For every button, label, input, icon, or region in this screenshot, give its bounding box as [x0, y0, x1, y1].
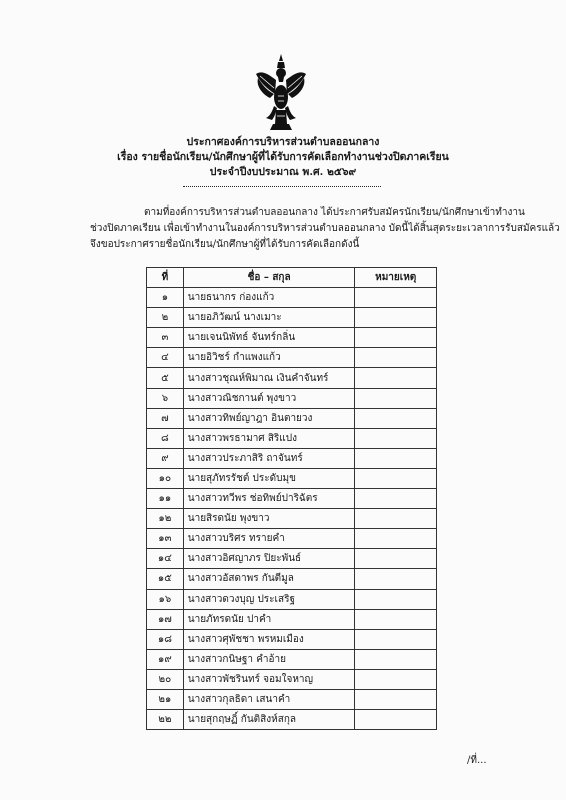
row-note [355, 549, 437, 569]
table-row [147, 368, 437, 388]
row-note [355, 589, 437, 609]
table-row [147, 509, 437, 529]
student-name: นายสุกฤษฏิ์ กันติสิงห์สกุล [183, 710, 355, 730]
row-number: ๑๒ [147, 509, 184, 529]
student-name: นายอภิวัฒน์ นางเมาะ [183, 308, 355, 328]
table-row [147, 448, 437, 468]
body-line-3: จึงขอประกาศรายชื่อนักเรียน/นักศึกษาผู้ที่ได้รับการคัดเลือกดังนี้ [90, 239, 360, 250]
row-note [355, 669, 437, 689]
row-note [355, 569, 437, 589]
row-note [355, 629, 437, 649]
student-name: นายสุภัทรรัชต์ ประดับมุข [183, 468, 355, 488]
row-number: ๑๘ [147, 629, 184, 649]
row-note [355, 609, 437, 629]
table-row [147, 589, 437, 609]
student-name: นางสาวพัชรินทร์ จอมใจหาญ [183, 669, 355, 689]
table-row [147, 669, 437, 689]
table-row [147, 609, 437, 629]
row-note [355, 408, 437, 428]
student-name: นางสาวศุพัชชา พรหมเมือง [183, 629, 355, 649]
announcement-header [0, 135, 566, 180]
student-name: นางสาวณิชกานต์ พุงขาว [183, 388, 355, 408]
row-number: ๖ [147, 388, 184, 408]
row-number: ๑๕ [147, 569, 184, 589]
student-name: นางสาวกนิษฐา คำอ้าย [183, 649, 355, 669]
row-number: ๒๒ [147, 710, 184, 730]
student-name: นางสาวชุณห์พิมาณ เงินคำจันทร์ [183, 368, 355, 388]
student-name: นางสาวประภาสิริ ถาจันทร์ [183, 448, 355, 468]
body-paragraph [90, 205, 560, 253]
row-number: ๑๓ [147, 529, 184, 549]
body-line-1: ตามที่องค์การบริหารส่วนตำบลออนกลาง ได้ประกาศรับสมัครนักเรียน/นักศึกษาเข้าทำงาน [144, 207, 525, 218]
table-row [147, 388, 437, 408]
row-number: ๑๙ [147, 649, 184, 669]
student-name: นายธนากร ก่องแก้ว [183, 288, 355, 308]
page-continued-marker: /ที่... [467, 755, 487, 766]
row-note [355, 489, 437, 509]
row-note [355, 388, 437, 408]
column-header-name: ชื่อ – สกุล [183, 268, 355, 288]
header-divider [183, 186, 381, 187]
table-row [147, 308, 437, 328]
row-number: ๒๐ [147, 669, 184, 689]
student-name: นางสาวทวีพร ช่อทิพย์ปาริฉัตร [183, 489, 355, 509]
table-header-row [147, 268, 437, 288]
row-note [355, 468, 437, 488]
row-note [355, 428, 437, 448]
table-row [147, 649, 437, 669]
table-row [147, 468, 437, 488]
row-number: ๑๑ [147, 489, 184, 509]
row-note [355, 710, 437, 730]
student-name: นางสาวดวงบุญ ประเสริฐ [183, 589, 355, 609]
row-number: ๒๑ [147, 689, 184, 709]
table-row [147, 689, 437, 709]
student-name: นายอิวิชร์ กำแพงแก้ว [183, 348, 355, 368]
announcement-fiscal-year: ประจำปีงบประมาณ พ.ศ. ๒๕๖๙ [209, 166, 357, 178]
row-number: ๑ [147, 288, 184, 308]
row-note [355, 448, 437, 468]
row-number: ๑๖ [147, 589, 184, 609]
row-note [355, 689, 437, 709]
table-row [147, 569, 437, 589]
student-name: นายภัทรดนัย ปาคำ [183, 609, 355, 629]
row-number: ๕ [147, 368, 184, 388]
row-note [355, 509, 437, 529]
table-row [147, 288, 437, 308]
row-note [355, 288, 437, 308]
student-name: นางสาวอัสดาพร กันตีมูล [183, 569, 355, 589]
body-line-2: ช่วงปิดภาคเรียน เพื่อเข้าทำงานในองค์การบริหารส่วนตำบลออนกลาง บัดนี้ได้สิ้นสุดระยะเวลาการรับสมัครแล้ว [90, 223, 560, 234]
row-number: ๑๐ [147, 468, 184, 488]
announcement-title: ประกาศองค์การบริหารส่วนตำบลออนกลาง [186, 136, 380, 148]
garuda-emblem-icon [254, 52, 308, 132]
row-note [355, 368, 437, 388]
student-name: นายเจนนิพัทธ์ จันทร์กลิ่น [183, 328, 355, 348]
student-name: นางสาวบริศร ทรายคำ [183, 529, 355, 549]
row-number: ๓ [147, 328, 184, 348]
row-number: ๙ [147, 448, 184, 468]
row-note [355, 328, 437, 348]
announcement-subject: เรื่อง รายชื่อนักเรียน/นักศึกษาผู้ที่ได้รับการคัดเลือกทำงานช่วงปิดภาคเรียน [117, 151, 449, 163]
row-number: ๑๔ [147, 549, 184, 569]
student-name: นางสาวทิพย์ญาฎา อินตายวง [183, 408, 355, 428]
row-note [355, 649, 437, 669]
student-name: นางสาวอิศญาภร ปิยะพันธ์ [183, 549, 355, 569]
column-header-no: ที่ [147, 268, 184, 288]
table-row [147, 529, 437, 549]
table-row [147, 348, 437, 368]
table-row [147, 328, 437, 348]
table-row [147, 489, 437, 509]
row-number: ๘ [147, 428, 184, 448]
table-row [147, 710, 437, 730]
student-name: นางสาวพรธามาศ สิริแปง [183, 428, 355, 448]
table-row [147, 629, 437, 649]
table-row [147, 428, 437, 448]
row-number: ๑๗ [147, 609, 184, 629]
row-note [355, 348, 437, 368]
student-name: นายสิรดนัย พุงขาว [183, 509, 355, 529]
selected-students-table [146, 267, 437, 730]
row-note [355, 308, 437, 328]
column-header-note: หมายเหตุ [355, 268, 437, 288]
row-number: ๔ [147, 348, 184, 368]
table-row [147, 408, 437, 428]
student-name: นางสาวกุลธิดา เสนาคำ [183, 689, 355, 709]
row-number: ๗ [147, 408, 184, 428]
row-number: ๒ [147, 308, 184, 328]
table-row [147, 549, 437, 569]
row-note [355, 529, 437, 549]
